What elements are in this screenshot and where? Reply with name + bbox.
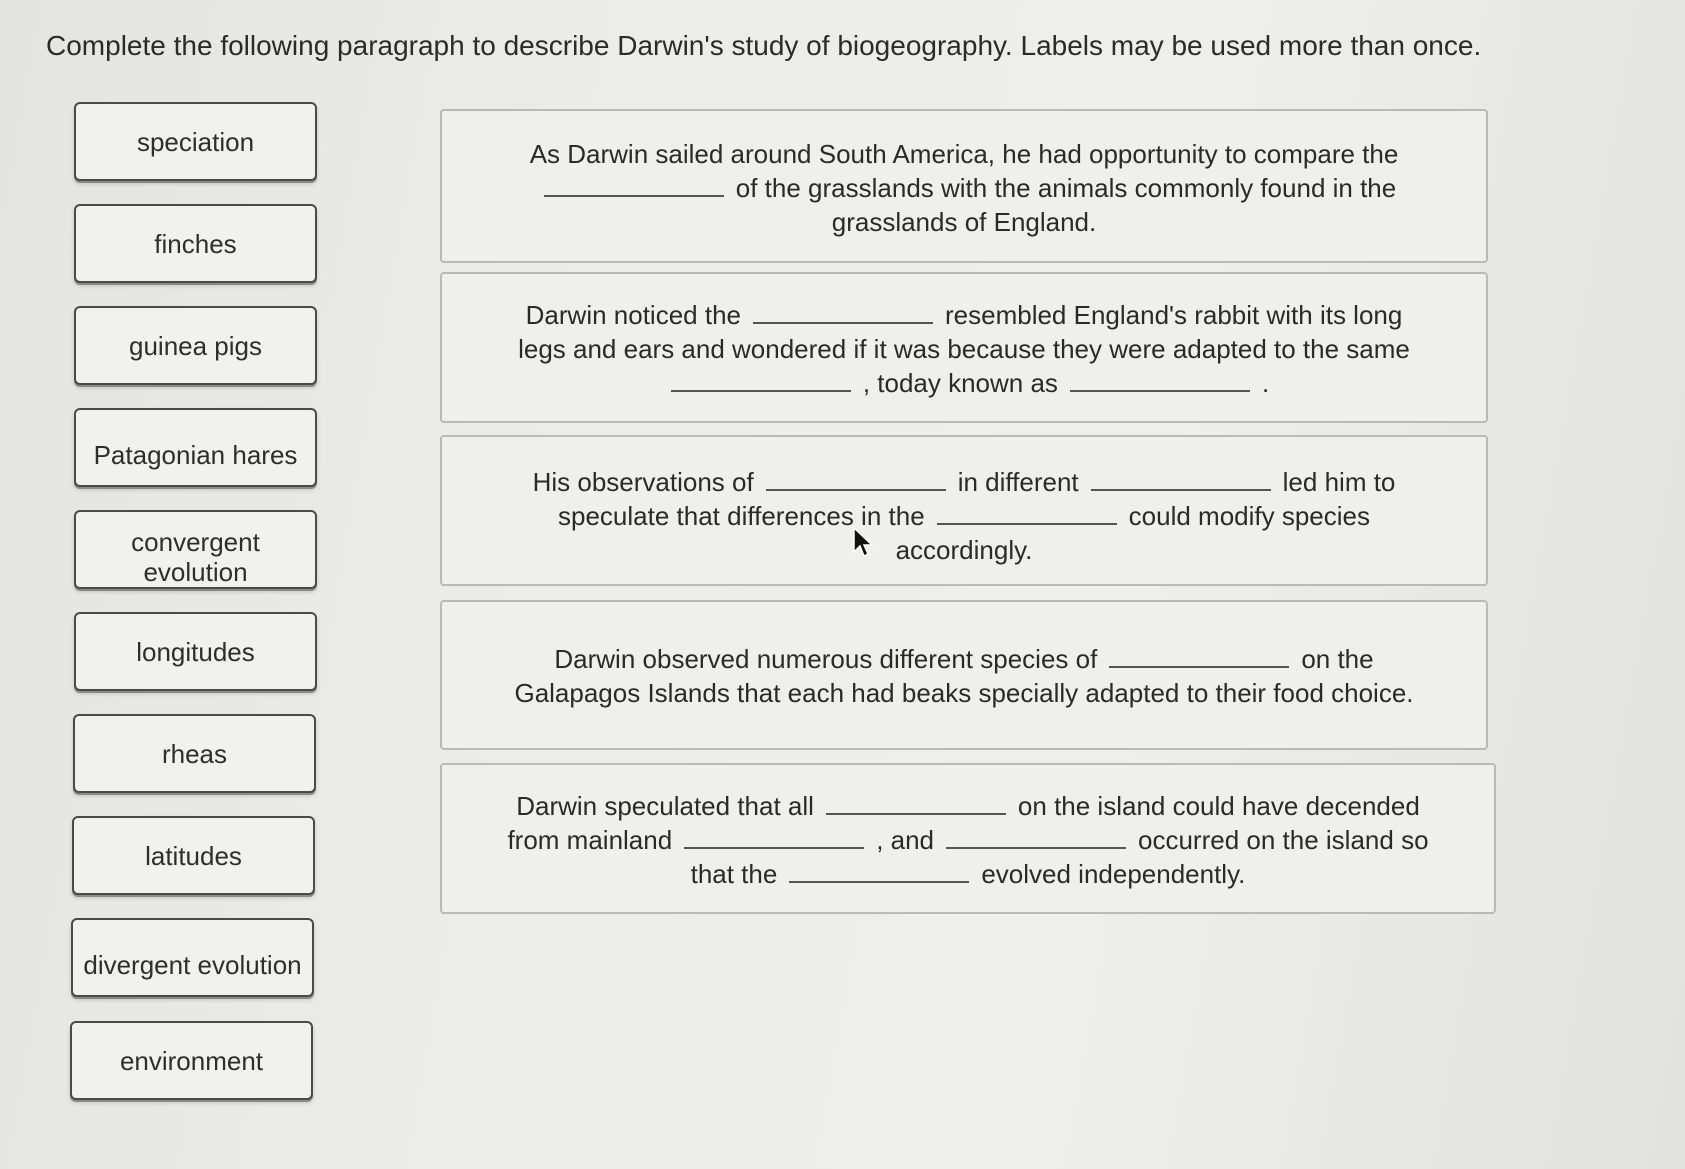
- q3-text: His observations of: [532, 467, 754, 497]
- label-speciation[interactable]: [74, 102, 317, 181]
- question-1: [440, 109, 1488, 263]
- q5-text: that the: [690, 859, 778, 889]
- q3-text: led him to: [1282, 467, 1396, 497]
- label-text: speciation: [136, 126, 255, 157]
- question-3: [440, 435, 1488, 586]
- mouse-cursor-icon: [852, 526, 874, 560]
- label-divergent-evolution[interactable]: [71, 918, 314, 997]
- q3-text: could modify species: [1128, 501, 1370, 531]
- instructions: Complete the following paragraph to describe Darwin's study of biogeography. Labels may be used more than once.: [46, 30, 1482, 61]
- q2-blank-1[interactable]: [753, 300, 933, 324]
- q4-text: Darwin observed numerous different species of: [554, 644, 1098, 674]
- label-convergent-evolution[interactable]: [74, 510, 317, 589]
- label-text: Patagonian hares: [93, 439, 298, 470]
- q2-line-3: [659, 366, 1269, 400]
- q5-text: from mainland: [507, 825, 673, 855]
- question-5: [440, 763, 1496, 914]
- label-text: longitudes: [136, 636, 255, 667]
- q3-line-2: [558, 499, 1370, 533]
- q2-line-1: [526, 298, 1403, 332]
- q5-line-1: [516, 789, 1420, 823]
- q2-blank-2[interactable]: [671, 368, 851, 392]
- q3-blank-3[interactable]: [937, 501, 1117, 525]
- q3-line-1: [533, 465, 1396, 499]
- q5-blank-4[interactable]: [789, 859, 969, 883]
- q5-text: , and: [876, 825, 935, 855]
- q1-line-3: grasslands of England.: [831, 207, 1097, 237]
- q5-blank-2[interactable]: [684, 825, 864, 849]
- q4-line-2: Galapagos Islands that each had beaks specially adapted to their food choice.: [514, 678, 1414, 708]
- label-text: latitudes: [145, 840, 242, 871]
- q2-text: .: [1261, 368, 1270, 398]
- q1-blank-1[interactable]: [544, 173, 724, 197]
- q5-line-3: [691, 857, 1246, 891]
- q3-blank-2[interactable]: [1091, 467, 1271, 491]
- q2-text: Darwin noticed the: [525, 300, 741, 330]
- label-text: guinea pigs: [129, 330, 262, 361]
- q5-text: on the island could have decended: [1017, 791, 1420, 821]
- q3-blank-1[interactable]: [766, 467, 946, 491]
- q5-blank-3[interactable]: [946, 825, 1126, 849]
- q4-blank-1[interactable]: [1109, 644, 1289, 668]
- label-longitudes[interactable]: [74, 612, 317, 691]
- label-text: divergent evolution: [83, 949, 302, 980]
- question-4: [440, 600, 1488, 750]
- label-rheas[interactable]: [73, 714, 316, 793]
- q2-text: , today known as: [862, 368, 1058, 398]
- label-latitudes[interactable]: [72, 816, 315, 895]
- q3-text: in different: [957, 467, 1079, 497]
- q5-text: Darwin speculated that all: [516, 791, 814, 821]
- q1-text: of the grasslands with the animals commonly found in the: [735, 173, 1397, 203]
- q3-line-3: accordingly.: [895, 535, 1033, 565]
- label-text: finches: [154, 228, 237, 259]
- q2-text: resembled England's rabbit with its long: [945, 300, 1403, 330]
- q2-line-2: legs and ears and wondered if it was because they were adapted to the same: [518, 334, 1410, 364]
- q5-text: evolved independently.: [981, 859, 1246, 889]
- label-patagonian-hares[interactable]: [74, 408, 317, 487]
- label-text: convergent evolution: [131, 526, 260, 587]
- q5-blank-1[interactable]: [826, 791, 1006, 815]
- q1-line-1: As Darwin sailed around South America, he had opportunity to compare the: [529, 139, 1399, 169]
- q4-text: on the: [1301, 644, 1374, 674]
- q5-text: occurred on the island so: [1138, 825, 1429, 855]
- q4-line-1: [554, 642, 1373, 676]
- label-guinea-pigs[interactable]: [74, 306, 317, 385]
- label-text: rheas: [161, 738, 228, 769]
- q2-blank-3[interactable]: [1070, 368, 1250, 392]
- label-finches[interactable]: [74, 204, 317, 283]
- q1-line-2: [532, 171, 1396, 205]
- label-environment[interactable]: [70, 1021, 313, 1100]
- q5-line-2: [507, 823, 1428, 857]
- question-2: [440, 272, 1488, 423]
- label-text: environment: [119, 1045, 264, 1076]
- q3-text: speculate that differences in the: [558, 501, 925, 531]
